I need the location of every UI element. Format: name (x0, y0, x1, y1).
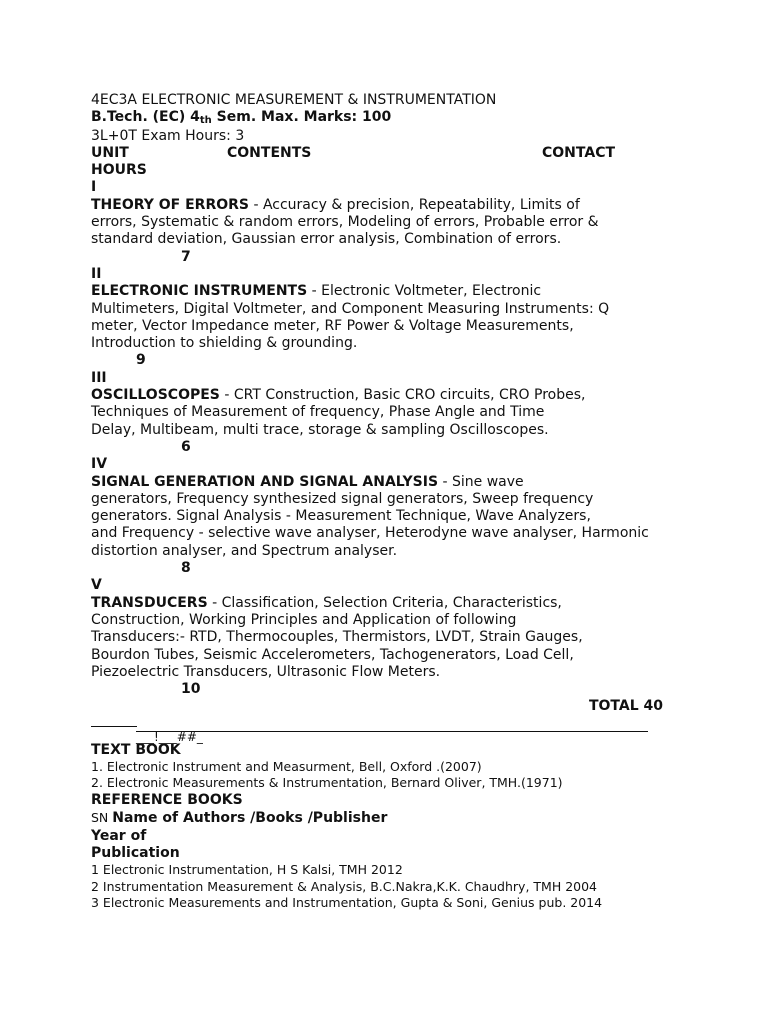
col-name: Name of Authors /Books /Publisher (112, 810, 388, 827)
unit-text: Introduction to shielding & grounding. (91, 335, 358, 352)
unit-text: Delay, Multibeam, multi trace, storage & sampling Oscilloscopes. (91, 421, 549, 438)
text-book-item: 2. Electronic Measurements & Instrumentation, Bernard Oliver, TMH.(1971) (91, 775, 563, 791)
unit-text: distortion analyser, and Spectrum analyser. (91, 542, 398, 559)
text-book-heading: TEXT BOOK (91, 741, 181, 758)
unit-hours: 8 (181, 560, 191, 577)
unit-numeral: IV (91, 456, 108, 473)
unit-text: generators, Frequency synthesized signal generators, Sweep frequency (91, 490, 594, 507)
col-contents: CONTENTS (227, 144, 312, 161)
unit-text: Piezoelectric Transducers, Ultrasonic Flow Meters. (91, 663, 441, 680)
reference-header (91, 809, 691, 827)
program-line (91, 109, 691, 127)
unit-heading: SIGNAL GENERATION AND SIGNAL ANALYSIS (91, 473, 439, 490)
unit-heading: THEORY OF ERRORS (91, 196, 249, 213)
unit-numeral: I (91, 179, 97, 196)
unit-first-line: TRANSDUCERS - Classification, Selection Criteria, Characteristics, (91, 594, 562, 611)
unit-text: standard deviation, Gaussian error analysis, Combination of errors. (91, 231, 562, 248)
unit-text: Transducers:- RTD, Thermocouples, Thermistors, LVDT, Strain Gauges, (91, 629, 583, 646)
total-row (91, 698, 691, 715)
unit-text: Multimeters, Digital Voltmeter, and Component Measuring Instruments: Q (91, 300, 610, 317)
reference-item: 1 Electronic Instrumentation, H S Kalsi, TMH 2012 (91, 862, 403, 878)
reference-item: 2 Instrumentation Measurement & Analysis, B.C.Nakra,K.K. Chaudhry, TMH 2004 (91, 878, 597, 894)
unit-first-line: THEORY OF ERRORS - Accuracy & precision, Repeatability, Limits of (91, 196, 580, 213)
syllabus-page (91, 92, 691, 912)
course-title: 4EC3A ELECTRONIC MEASUREMENT & INSTRUMENTATION (91, 92, 497, 108)
unit-text: Techniques of Measurement of frequency, Phase Angle and Time (91, 404, 545, 421)
unit-heading: TRANSDUCERS (91, 594, 208, 611)
unit-numeral: III (91, 369, 107, 386)
unit-text: Construction, Working Principles and Application of following (91, 611, 517, 628)
divider-tag: ___!___##_ (136, 729, 203, 744)
unit-heading: OSCILLOSCOPES (91, 387, 220, 404)
unit-text: generators. Signal Analysis - Measurement Technique, Wave Analyzers, (91, 508, 591, 525)
divider-bar (136, 731, 648, 732)
col-unit: UNIT (91, 144, 129, 161)
col-year-2: Publication (91, 844, 180, 861)
reference-item: 3 Electronic Measurements and Instrumentation, Gupta & Soni, Genius pub. 2014 (91, 895, 603, 911)
unit-hours: 7 (181, 248, 191, 265)
unit-text: Bourdon Tubes, Seismic Accelerometers, Tachogenerators, Load Cell, (91, 646, 574, 663)
col-contact: CONTACT (542, 144, 616, 161)
unit-text: errors, Systematic & random errors, Modeling of errors, Probable error & (91, 214, 599, 231)
col-hours: HOURS (91, 162, 147, 179)
unit-hours: 6 (181, 438, 191, 455)
unit-heading: ELECTRONIC INSTRUMENTS (91, 283, 308, 300)
unit-numeral: V (91, 577, 102, 594)
table-header (91, 145, 691, 162)
divider-long (91, 727, 691, 742)
program-prefix: B.Tech. (EC) 4 (91, 109, 200, 126)
unit-numeral: II (91, 265, 102, 282)
unit-first-line: ELECTRONIC INSTRUMENTS - Electronic Voltmeter, Electronic (91, 283, 542, 300)
col-year-1: Year of (91, 827, 147, 844)
total-label: TOTAL 40 (588, 698, 663, 715)
text-book-item: 1. Electronic Instrument and Measurment, Bell, Oxford .(2007) (91, 758, 482, 774)
divider-short (91, 716, 137, 727)
unit-text: and Frequency - selective wave analyser, Heterodyne wave analyser, Harmonic (91, 525, 649, 542)
unit-first-line: OSCILLOSCOPES - CRT Construction, Basic CRO circuits, CRO Probes, (91, 387, 586, 404)
unit-hours: 9 (136, 352, 146, 369)
unit-text: meter, Vector Impedance meter, RF Power & Voltage Measurements, (91, 317, 574, 334)
program-sup: th (199, 115, 212, 127)
exam-line: 3L+0T Exam Hours: 3 (91, 127, 245, 144)
reference-books-heading: REFERENCE BOOKS (91, 791, 243, 808)
unit-hours: 10 (181, 681, 201, 698)
program-suffix: Sem. Max. Marks: 100 (211, 109, 392, 126)
unit-first-line: SIGNAL GENERATION AND SIGNAL ANALYSIS - Sine wave (91, 473, 524, 490)
col-sn: SN (91, 810, 113, 826)
